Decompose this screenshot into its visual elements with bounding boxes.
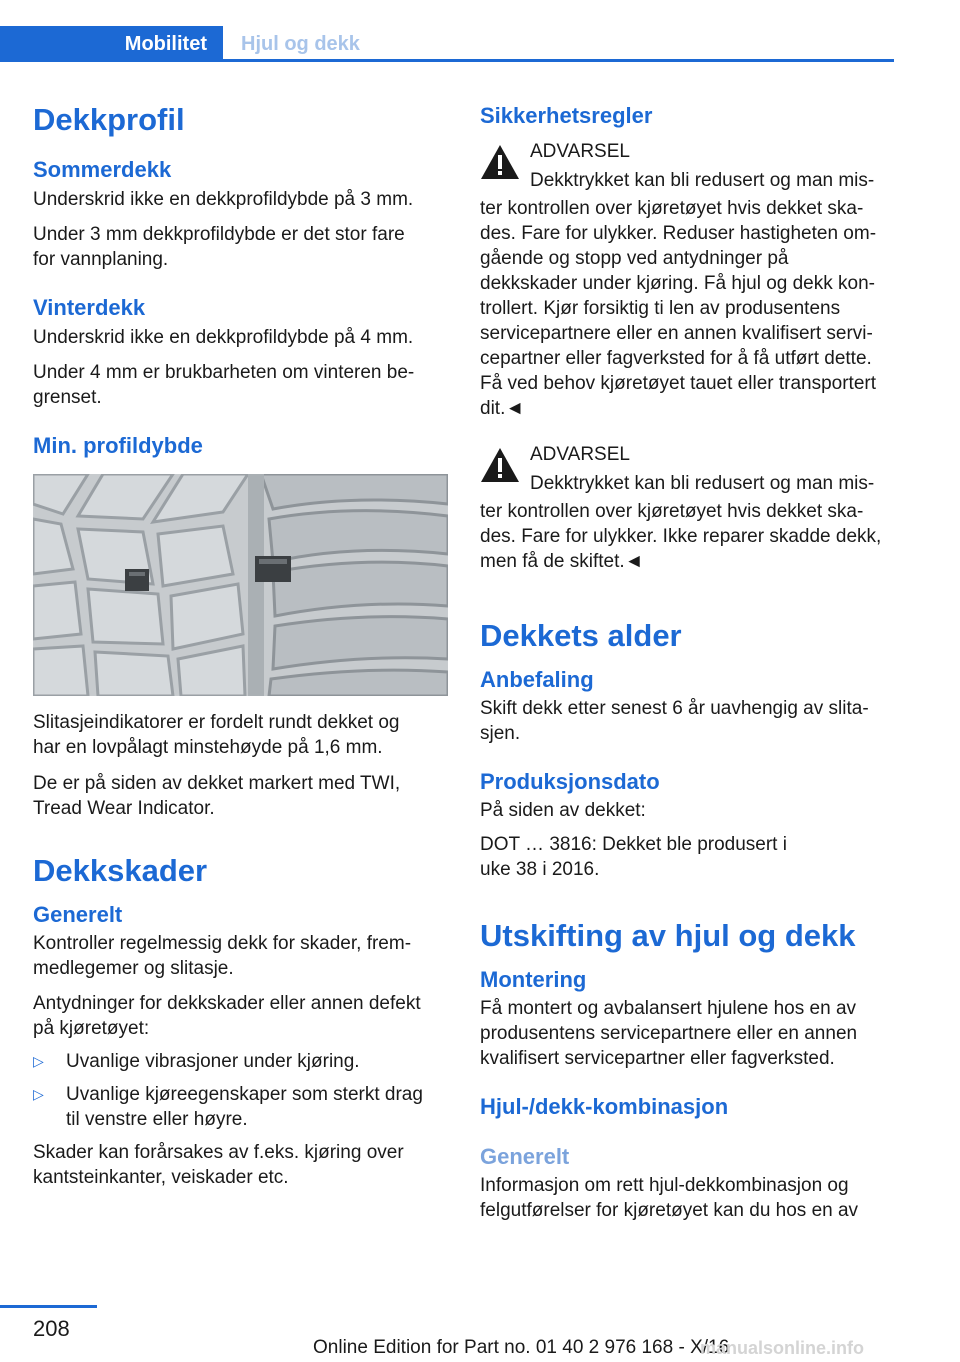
- paragraph: [33, 222, 448, 272]
- text-line: Få montert og avbalansert hjulene hos en av: [480, 998, 857, 1019]
- text-line: cepartner eller fagverksted for å få utført dette.: [480, 348, 872, 369]
- subsection-tab: Hjul og dekk: [241, 32, 360, 55]
- page-number: 208: [33, 1316, 70, 1341]
- edition-text: Online Edition for Part no. 01 40 2 976 168 - X/16: [313, 1337, 730, 1358]
- text-line: gående og stopp ved antydninger på: [480, 248, 789, 269]
- text-line: Skader kan forårsakes av f.eks. kjøring over: [33, 1142, 404, 1163]
- paragraph: [33, 1140, 448, 1190]
- text-line: har en lovpålagt minstehøyde på 1,6 mm.: [33, 737, 383, 758]
- paragraph: [33, 710, 448, 760]
- heading-hjul-dekk-kombinasjon: Hjul-/dekk-kombinasjon: [480, 1094, 729, 1119]
- list-item-text: [66, 1082, 423, 1132]
- paragraph: [480, 996, 896, 1071]
- text-line: Kontroller regelmessig dekk for skader, frem‐: [33, 933, 412, 954]
- text-line: Skift dekk etter senest 6 år uavhengig av slita‐: [480, 698, 869, 719]
- heading-produksjonsdato: Produksjonsdato: [480, 769, 660, 794]
- list-item-text: Uvanlige vibrasjoner under kjøring.: [66, 1051, 360, 1072]
- warning-block: [480, 441, 896, 574]
- list-item: [33, 1082, 448, 1132]
- left-column: [33, 96, 448, 1190]
- text-line: ter kontrollen over kjøretøyet hvis dekket ska‐: [480, 501, 864, 522]
- paragraph: [480, 832, 896, 882]
- watermark: manualsonline.info: [700, 1338, 865, 1358]
- paragraph: På siden av dekket:: [480, 800, 646, 821]
- warning-triangle-icon: [480, 447, 520, 483]
- text-line: Under 4 mm er brukbarheten om vinteren be‐: [33, 362, 415, 383]
- text-line: Antydninger for dekkskader eller annen defekt: [33, 993, 421, 1014]
- text-line: dit.◄: [480, 398, 525, 419]
- text-line: Under 3 mm dekkprofildybde er det stor fare: [33, 224, 405, 245]
- text-line: ter kontrollen over kjøretøyet hvis dekket ska‐: [480, 198, 864, 219]
- warning-triangle-icon: [480, 144, 520, 180]
- text-line: De er på siden av dekket markert med TWI,: [33, 773, 401, 794]
- warning-text-line: Dekktrykket kan bli redusert og man mis‐: [530, 473, 875, 494]
- heading-vinterdekk: Vinterdekk: [33, 295, 146, 320]
- text-line: til venstre eller høyre.: [66, 1109, 248, 1130]
- text-line: Tread Wear Indicator.: [33, 798, 215, 819]
- heading-dekkprofil: Dekkprofil: [33, 102, 185, 137]
- text-line: uke 38 i 2016.: [480, 859, 600, 880]
- right-column: [480, 96, 896, 1223]
- text-line: grenset.: [33, 387, 102, 408]
- footer-rule: [0, 1305, 97, 1308]
- text-line: des. Fare for ulykker. Ikke reparer skadde dekk,: [480, 526, 882, 547]
- heading-dekkets-alder: Dekkets alder: [480, 618, 682, 653]
- text-line: servicepartnere eller en annen kvalifisert servi‐: [480, 323, 873, 344]
- heading-sikkerhetsregler: Sikkerhetsregler: [480, 103, 653, 128]
- paragraph: [480, 696, 896, 746]
- text-line: Informasjon om rett hjul-dekkombinasjon og: [480, 1175, 849, 1196]
- text-line: kvalifisert servicepartner eller fagverksted.: [480, 1048, 835, 1069]
- paragraph: [33, 991, 448, 1041]
- paragraph: Underskrid ikke en dekkprofildybde på 3 mm.: [33, 189, 414, 210]
- text-line: medlegemer og slitasje.: [33, 958, 234, 979]
- text-line: for vannplaning.: [33, 249, 169, 270]
- heading-sommerdekk: Sommerdekk: [33, 157, 172, 182]
- warning-block: [480, 138, 896, 421]
- warning-text-line: Dekktrykket kan bli redusert og man mis‐: [530, 170, 875, 191]
- paragraph: Underskrid ikke en dekkprofildybde på 4 mm.: [33, 327, 414, 348]
- text-line: kantsteinkanter, veiskader etc.: [33, 1167, 289, 1188]
- tire-tread-illustration: [33, 474, 448, 696]
- header-rule: [223, 59, 894, 62]
- warning-text: [480, 196, 896, 421]
- heading-anbefaling: Anbefaling: [480, 667, 594, 692]
- warning-label: ADVARSEL: [530, 444, 630, 465]
- heading-generelt: Generelt: [33, 902, 123, 927]
- text-line: dekkskader under kjøring. Få hjul og dekk kon‐: [480, 273, 875, 294]
- paragraph: [33, 931, 448, 981]
- heading-utskifting: Utskifting av hjul og dekk: [480, 918, 856, 953]
- heading-generelt-2: Generelt: [480, 1144, 570, 1169]
- heading-montering: Montering: [480, 967, 587, 992]
- heading-dekkskader: Dekkskader: [33, 853, 208, 888]
- text-line: DOT … 3816: Dekket ble produsert i: [480, 834, 787, 855]
- page-header: [0, 26, 894, 62]
- text-line: des. Fare for ulykker. Reduser hastigheten om‐: [480, 223, 877, 244]
- warning-text: [480, 499, 896, 574]
- list-item: [33, 1049, 448, 1074]
- paragraph: [33, 360, 448, 410]
- text-line: Slitasjeindikatorer er fordelt rundt dekket og: [33, 712, 400, 733]
- triangle-bullet-icon: ▷: [33, 1086, 44, 1102]
- paragraph: [33, 771, 448, 821]
- text-line: Få ved behov kjøretøyet tauet eller transportert: [480, 373, 877, 394]
- text-line: Uvanlige kjøreegenskaper som sterkt drag: [66, 1084, 423, 1105]
- text-line: sjen.: [480, 723, 521, 744]
- text-line: trollert. Kjør forsiktig ti len av produsentens: [480, 298, 841, 319]
- paragraph: [480, 1173, 896, 1223]
- triangle-bullet-icon: ▷: [33, 1053, 44, 1069]
- text-line: produsentens servicepartnere eller en annen: [480, 1023, 858, 1044]
- heading-min-profildybde: Min. profildybde: [33, 433, 203, 458]
- text-line: på kjøretøyet:: [33, 1018, 150, 1039]
- text-line: men få de skiftet.◄: [480, 551, 644, 572]
- text-line: felgutførelser for kjøretøyet kan du hos en av: [480, 1200, 859, 1221]
- section-tab: Mobilitet: [0, 26, 223, 62]
- warning-label: ADVARSEL: [530, 141, 630, 162]
